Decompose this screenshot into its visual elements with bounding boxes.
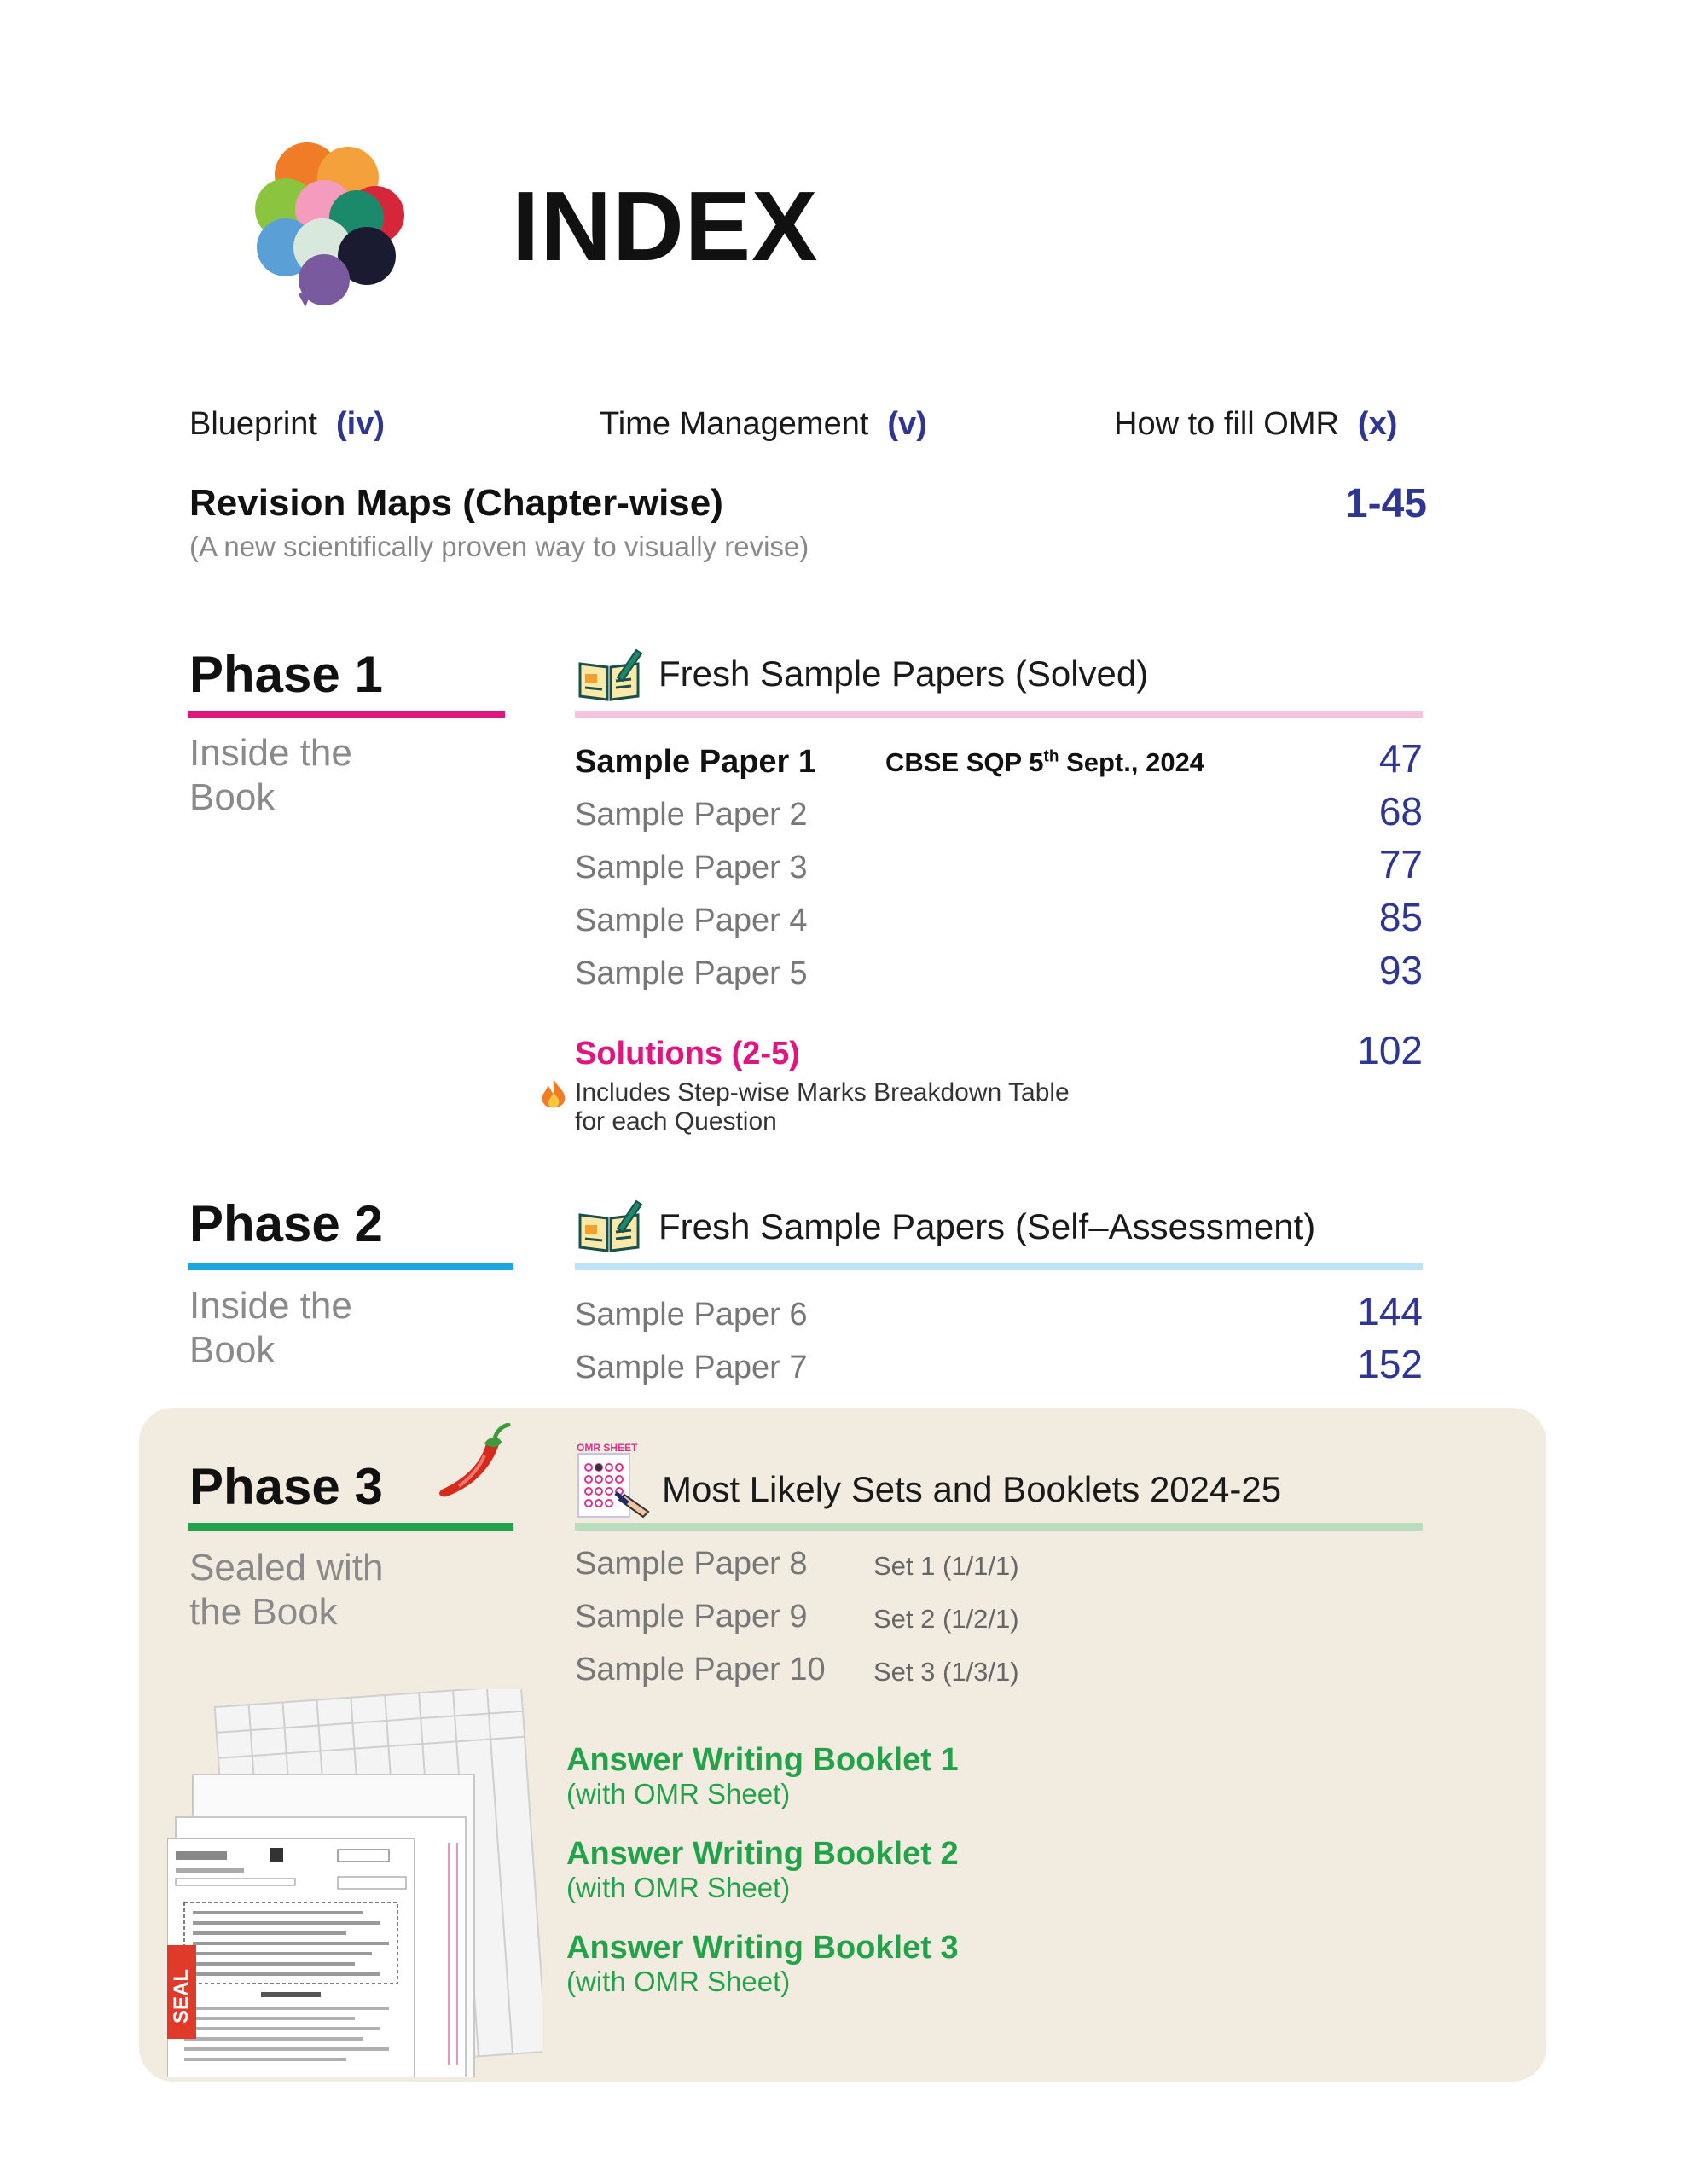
paper-note-sup: th bbox=[1043, 747, 1059, 766]
phase2-subtitle-line2: Book bbox=[189, 1329, 276, 1371]
paper-label: Sample Paper 8 bbox=[575, 1546, 808, 1582]
paper-label: Sample Paper 3 bbox=[575, 850, 808, 886]
phase1-section-bar bbox=[575, 711, 1423, 718]
paper-page: 47 bbox=[1378, 736, 1423, 781]
fire-icon bbox=[537, 1077, 570, 1111]
solutions-note-line1: Includes Step-wise Marks Breakdown Table bbox=[575, 1078, 1070, 1107]
top-item-omr bbox=[1114, 406, 1397, 443]
answer-booklet-stack-image bbox=[167, 1689, 542, 2077]
top-item-blueprint bbox=[189, 406, 385, 443]
phase3-section-title: Most Likely Sets and Booklets 2024-25 bbox=[662, 1469, 1282, 1509]
revision-maps-subtitle: (A new scientifically proven way to visually revise) bbox=[189, 531, 809, 562]
top-item-page: (v) bbox=[887, 406, 927, 442]
solutions-page: 102 bbox=[1357, 1028, 1423, 1072]
paper-page: 85 bbox=[1378, 895, 1423, 939]
paper-label: Sample Paper 1 bbox=[575, 744, 817, 780]
top-item-label: Time Management bbox=[600, 406, 869, 442]
solutions-label: Solutions (2-5) bbox=[575, 1036, 800, 1072]
chili-icon bbox=[433, 1423, 519, 1508]
phase2-bar bbox=[188, 1263, 513, 1270]
top-item-time-management bbox=[600, 406, 927, 443]
phase1-title: Phase 1 bbox=[189, 646, 383, 703]
omr-icon-label: OMR SHEET bbox=[577, 1442, 638, 1454]
paper-note-rest: Sept., 2024 bbox=[1059, 747, 1205, 777]
phase1-section-title: Fresh Sample Papers (Solved) bbox=[658, 653, 1149, 694]
paper-label: Sample Paper 10 bbox=[575, 1652, 826, 1687]
revision-maps-title: Revision Maps (Chapter-wise) bbox=[189, 482, 723, 524]
paper-label: Sample Paper 6 bbox=[575, 1297, 808, 1333]
phase2-subtitle bbox=[189, 1284, 352, 1373]
phase3-title: Phase 3 bbox=[189, 1458, 383, 1515]
booklet-subtitle: (with OMR Sheet) bbox=[566, 1966, 791, 1997]
set-label: Set 3 (1/3/1) bbox=[873, 1657, 1019, 1687]
solutions-note bbox=[575, 1078, 1070, 1136]
paper-note-text: CBSE SQP 5 bbox=[885, 747, 1044, 777]
booklet-title: Answer Writing Booklet 2 bbox=[566, 1836, 959, 1872]
top-item-page: (iv) bbox=[335, 406, 385, 442]
phase1-subtitle-line2: Book bbox=[189, 776, 276, 818]
book-pencil-icon bbox=[577, 647, 643, 703]
paper-page: 68 bbox=[1378, 789, 1423, 834]
paper-page: 77 bbox=[1378, 842, 1423, 886]
revision-maps-page: 1-45 bbox=[1344, 481, 1427, 526]
speech-bubbles-logo bbox=[239, 136, 418, 316]
set-label: Set 2 (1/2/1) bbox=[873, 1604, 1019, 1634]
paper-label: Sample Paper 4 bbox=[575, 903, 808, 938]
phase2-subtitle-line1: Inside the bbox=[189, 1285, 352, 1327]
booklet-title: Answer Writing Booklet 3 bbox=[566, 1930, 959, 1966]
phase3-subtitle-line1: Sealed with bbox=[189, 1547, 384, 1589]
booklet-subtitle: (with OMR Sheet) bbox=[566, 1778, 791, 1809]
phase3-subtitle-line2: the Book bbox=[189, 1591, 338, 1633]
paper-label: Sample Paper 9 bbox=[575, 1599, 808, 1635]
phase3-subtitle bbox=[189, 1546, 383, 1635]
phase1-bar bbox=[188, 711, 505, 718]
phase2-section-bar bbox=[575, 1263, 1423, 1270]
top-item-page: (x) bbox=[1357, 406, 1398, 442]
phase3-bar bbox=[188, 1523, 513, 1531]
booklet-subtitle: (with OMR Sheet) bbox=[566, 1872, 791, 1903]
set-label: Set 1 (1/1/1) bbox=[873, 1551, 1019, 1581]
solutions-note-line2: for each Question bbox=[575, 1107, 777, 1136]
top-item-label: How to fill OMR bbox=[1114, 406, 1339, 442]
paper-note bbox=[885, 747, 1204, 778]
paper-page: 93 bbox=[1378, 948, 1423, 992]
phase2-section-title: Fresh Sample Papers (Self–Assessment) bbox=[658, 1206, 1316, 1246]
phase1-subtitle bbox=[189, 731, 352, 820]
paper-label: Sample Paper 5 bbox=[575, 956, 808, 991]
paper-label: Sample Paper 2 bbox=[575, 797, 808, 833]
seal-label: SEAL bbox=[170, 1968, 193, 2024]
booklet-title: Answer Writing Booklet 1 bbox=[566, 1742, 959, 1778]
phase1-subtitle-line1: Inside the bbox=[189, 732, 352, 774]
paper-page: 144 bbox=[1357, 1289, 1423, 1333]
phase2-title: Phase 2 bbox=[189, 1195, 383, 1252]
top-item-label: Blueprint bbox=[189, 406, 317, 442]
paper-page: 152 bbox=[1357, 1342, 1423, 1386]
phase3-section-bar bbox=[575, 1523, 1423, 1531]
paper-label: Sample Paper 7 bbox=[575, 1350, 808, 1385]
book-pencil-icon bbox=[577, 1198, 643, 1254]
page-title: INDEX bbox=[512, 171, 819, 282]
omr-sheet-icon bbox=[575, 1442, 650, 1520]
